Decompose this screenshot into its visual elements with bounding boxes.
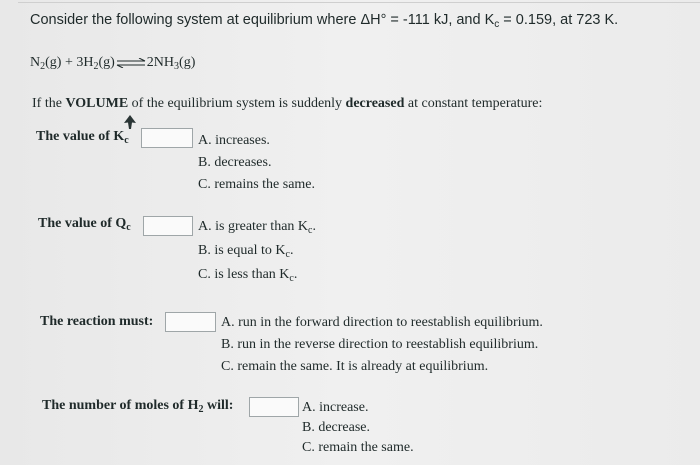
nh3-subscript: 3: [174, 61, 180, 72]
reaction-option-c: C. remain the same. It is already at equilibrium.: [221, 359, 489, 374]
q4-subscript: 2: [198, 404, 204, 415]
kc-option-c: C. remains the same.: [198, 177, 316, 192]
qc-option-c-text: C. is less than K: [198, 267, 290, 282]
q2-subscript: c: [126, 222, 131, 233]
n2-subscript: 2: [40, 61, 46, 72]
q4-end: will:: [203, 398, 234, 413]
qc-option-a-sub: c: [308, 225, 313, 236]
moles-option-a: A. increase.: [302, 400, 369, 415]
condition-pre: If the: [32, 96, 66, 111]
q4-text: The number of moles of H: [42, 398, 199, 413]
condition-post: at constant temperature:: [404, 96, 543, 111]
kc-option-a: A. increases.: [198, 133, 270, 148]
problem-statement: [30, 12, 618, 30]
condition-mid: of the equilibrium system is suddenly: [128, 96, 346, 111]
kc-subscript: c: [494, 19, 500, 30]
condition-decreased: decreased: [345, 96, 405, 111]
mouse-cursor-icon: [124, 115, 136, 129]
condition-volume: VOLUME: [65, 96, 129, 111]
reaction-option-a: A. run in the forward direction to reestablish equilibrium.: [221, 315, 543, 330]
h2-subscript: 2: [93, 61, 99, 72]
q2-text: The value of Q: [38, 216, 127, 231]
question-reaction-label: The reaction must:: [40, 314, 154, 329]
question-moles-label: [42, 398, 233, 415]
nh3-formula: 2NH: [146, 55, 175, 70]
n2-formula: N: [30, 55, 41, 70]
kc-value: = 0.159, at 723 K.: [499, 12, 619, 28]
qc-option-b-end: .: [289, 243, 294, 258]
qc-option-a-text: A. is greater than K: [198, 219, 309, 234]
question-qc-label: [38, 216, 131, 233]
kc-option-b: B. decreases.: [198, 155, 272, 170]
statement-prefix: Consider the following system at equilibrium where: [30, 12, 361, 28]
top-divider: [18, 2, 700, 3]
kc-answer-input[interactable]: [141, 128, 193, 148]
qc-option-c-sub: c: [289, 273, 294, 284]
moles-option-c: C. remain the same.: [302, 440, 414, 455]
enthalpy-label: ΔH° = -111 kJ, and K: [360, 12, 495, 28]
qc-option-b: [198, 243, 293, 260]
qc-option-b-sub: c: [285, 249, 290, 260]
reactant-text: (g) + 3H: [45, 55, 94, 70]
qc-answer-input[interactable]: [143, 216, 193, 236]
h2-state: (g): [98, 55, 115, 70]
qc-option-b-text: B. is equal to K: [198, 243, 286, 258]
moles-answer-input[interactable]: [249, 397, 299, 417]
qc-option-a-end: .: [312, 219, 316, 234]
product-state: (g): [179, 55, 196, 70]
question-kc-label: [36, 129, 129, 146]
q1-text: The value of K: [36, 129, 125, 144]
reaction-equation: [30, 55, 195, 72]
condition-statement: [32, 96, 542, 112]
qc-option-c-end: .: [293, 267, 298, 282]
qc-option-a: [198, 219, 316, 236]
reaction-option-b: B. run in the reverse direction to reestablish equilibrium.: [221, 337, 539, 352]
moles-option-b: B. decrease.: [302, 420, 371, 435]
reaction-answer-input[interactable]: [165, 312, 216, 332]
equilibrium-arrow-icon: [116, 58, 146, 68]
q1-subscript: c: [124, 135, 129, 146]
qc-option-c: [198, 267, 297, 284]
